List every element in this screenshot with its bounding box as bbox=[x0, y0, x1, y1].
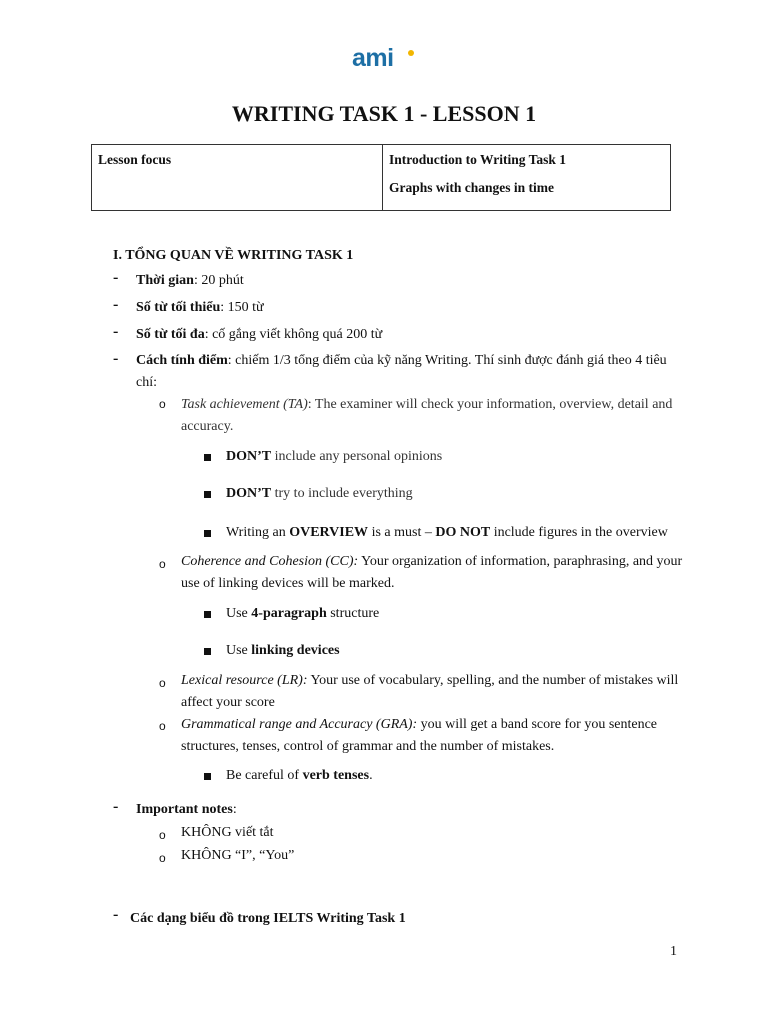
lesson-focus-label: Lesson focus bbox=[92, 145, 383, 211]
item-time bbox=[136, 273, 244, 289]
gra-b1-b: verb tenses bbox=[302, 768, 370, 783]
criterion-cc bbox=[181, 551, 691, 595]
max-words-label: Số từ tối đa bbox=[136, 327, 205, 342]
circle-bullet: o bbox=[159, 557, 166, 571]
square-bullet bbox=[204, 530, 211, 537]
lr-desc-1: Your use of vocabulary, spelling, and the number of mistakes will bbox=[307, 673, 679, 688]
dash-bullet: - bbox=[113, 323, 119, 340]
min-words-value: : 150 từ bbox=[220, 300, 264, 315]
gra-name: Grammatical range and Accuracy (GRA): bbox=[181, 717, 418, 732]
scoring-label: Cách tính điểm bbox=[136, 353, 228, 368]
logo-dot-icon bbox=[408, 50, 414, 56]
ta-bullet-3 bbox=[226, 525, 668, 541]
ta-b3-b: OVERVIEW bbox=[289, 525, 369, 540]
logo-text: ami bbox=[352, 44, 394, 72]
dash-bullet: - bbox=[113, 906, 119, 923]
dash-bullet: - bbox=[113, 350, 119, 367]
square-bullet bbox=[204, 611, 211, 618]
ta-b1-bold: DON’T bbox=[226, 449, 272, 464]
lr-desc-2: affect your score bbox=[181, 695, 275, 710]
square-bullet bbox=[204, 454, 211, 461]
cc-bullet-1 bbox=[226, 606, 379, 622]
cc-b1-a: Use bbox=[226, 606, 252, 621]
ta-desc-2: accuracy. bbox=[181, 419, 234, 434]
square-bullet bbox=[204, 491, 211, 498]
notes-label: Important notes bbox=[136, 802, 233, 817]
scoring-value-1: : chiếm 1/3 tổng điểm của kỹ năng Writing. Thí sinh được đánh giá theo 4 tiêu bbox=[227, 353, 667, 368]
cc-desc-1: Your organization of information, paraphrasing, and your bbox=[358, 554, 683, 569]
max-words-value: : cố gắng viết không quá 200 từ bbox=[204, 327, 383, 342]
ta-b2-rest: try to include everything bbox=[271, 486, 413, 501]
time-label: Thời gian bbox=[136, 273, 194, 288]
notes-colon: : bbox=[232, 802, 237, 817]
item-max-words bbox=[136, 327, 382, 343]
ta-b3-e: include figures in the overview bbox=[490, 525, 668, 540]
scoring-value-2: chí: bbox=[136, 375, 157, 390]
page-number: 1 bbox=[670, 944, 677, 959]
ta-b3-c: is a must – bbox=[368, 525, 436, 540]
cc-desc-2: use of linking devices will be marked. bbox=[181, 576, 395, 591]
focus-line-1: Introduction to Writing Task 1 bbox=[389, 152, 567, 167]
ta-bullet-2 bbox=[226, 486, 413, 502]
dash-bullet: - bbox=[113, 269, 119, 286]
page-title: WRITING TASK 1 - LESSON 1 bbox=[231, 101, 537, 126]
ta-b2-bold: DON’T bbox=[226, 486, 272, 501]
gra-bullet-1 bbox=[226, 768, 373, 784]
section-heading: I. TỔNG QUAN VỀ WRITING TASK 1 bbox=[113, 248, 354, 263]
lesson-focus-value bbox=[383, 145, 671, 211]
cc-b2-a: Use bbox=[226, 643, 252, 658]
circle-bullet: o bbox=[159, 397, 166, 411]
lr-name: Lexical resource (LR): bbox=[181, 673, 308, 688]
chart-types-heading: Các dạng biểu đồ trong IELTS Writing Task 1 bbox=[130, 911, 406, 926]
ta-desc-1: : The examiner will check your information, overview, detail and bbox=[307, 397, 673, 412]
dash-bullet: - bbox=[113, 798, 119, 815]
table-row bbox=[92, 145, 671, 211]
item-scoring bbox=[136, 350, 676, 394]
circle-bullet: o bbox=[159, 676, 166, 690]
time-value: : 20 phút bbox=[193, 273, 244, 288]
focus-line-2: Graphs with changes in time bbox=[389, 180, 555, 195]
important-notes bbox=[136, 802, 237, 818]
criterion-lr bbox=[181, 670, 691, 714]
gra-b1-c: . bbox=[369, 768, 373, 783]
criterion-gra bbox=[181, 714, 691, 758]
min-words-label: Số từ tối thiểu bbox=[136, 300, 221, 315]
cc-b2-b: linking devices bbox=[251, 643, 340, 658]
ta-b3-d: DO NOT bbox=[435, 525, 491, 540]
item-min-words bbox=[136, 300, 264, 316]
circle-bullet: o bbox=[159, 828, 166, 842]
ami-logo bbox=[352, 44, 418, 76]
note-2: KHÔNG “I”, “You” bbox=[181, 848, 295, 863]
ta-b3-a: Writing an bbox=[226, 525, 290, 540]
criterion-ta bbox=[181, 394, 691, 438]
cc-b1-c: structure bbox=[326, 606, 380, 621]
gra-b1-a: Be careful of bbox=[226, 768, 303, 783]
cc-b1-b: 4-paragraph bbox=[251, 606, 327, 621]
note-1: KHÔNG viết tắt bbox=[181, 825, 274, 840]
square-bullet bbox=[204, 648, 211, 655]
ta-bullet-1 bbox=[226, 449, 442, 465]
ta-b1-rest: include any personal opinions bbox=[271, 449, 443, 464]
ta-name: Task achievement (TA) bbox=[181, 397, 308, 412]
lesson-focus-table bbox=[91, 144, 671, 211]
gra-desc-2: structures, tenses, control of grammar and the number of mistakes. bbox=[181, 739, 555, 754]
dash-bullet: - bbox=[113, 296, 119, 313]
square-bullet bbox=[204, 773, 211, 780]
circle-bullet: o bbox=[159, 719, 166, 733]
cc-bullet-2 bbox=[226, 643, 340, 659]
cc-name: Coherence and Cohesion (CC): bbox=[181, 554, 359, 569]
gra-desc-1: you will get a band score for you sentence bbox=[417, 717, 658, 732]
circle-bullet: o bbox=[159, 851, 166, 865]
